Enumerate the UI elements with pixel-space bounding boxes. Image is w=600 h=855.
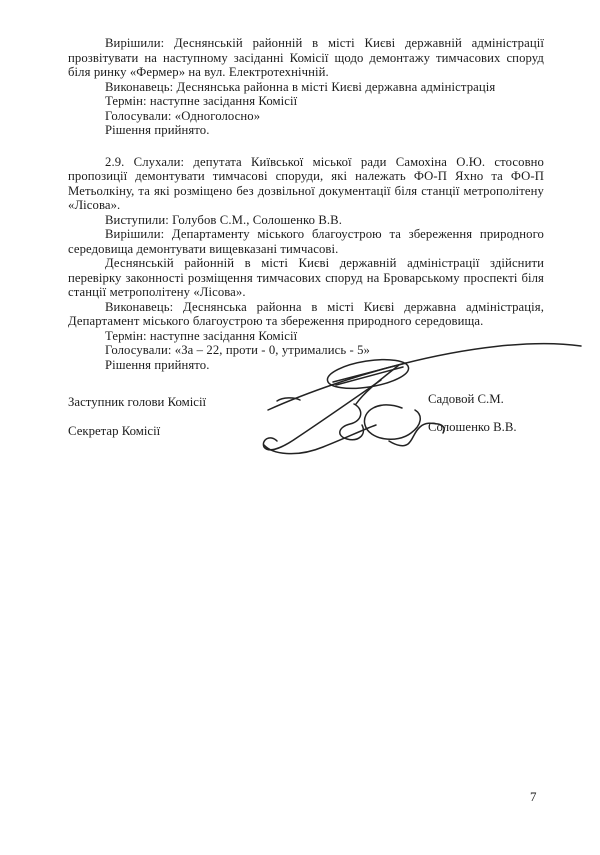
- speakers-line: Виступили: Голубов С.М., Солошенко В.В.: [105, 212, 343, 227]
- minutes-text: [68, 36, 544, 372]
- signatory-name-sadovoi: Садовой С.М.: [428, 392, 504, 406]
- agenda-item-2-9-heard: 2.9. Слухали: депутата Київської міської ради Самохіна О.Ю. стосовно пропозиції демонтувати тимчасові споруди, які належать ФО-П Яхно та ФО-П Метьолкіну, та які розміщено без дозвільної документації біля станції метрополітену «Лісова».: [68, 154, 544, 212]
- decision-line: Рішення прийнято.: [105, 123, 210, 137]
- voting-line: Голосували: «За – 22, проти - 0, утримались - 5»: [105, 343, 370, 357]
- executor-line: Виконавець: Деснянська районна в місті Києві державна адміністрація, Департамент міського благоустрою та збереження природного середовища.: [68, 299, 544, 328]
- signatory-name-soloshenko: Солошенко В.В.: [428, 420, 517, 434]
- signatory-title-secretary: Секретар Комісії: [68, 424, 161, 438]
- page-number: 7: [530, 789, 537, 804]
- resolution-paragraph: Вирішили: Деснянській районній в місті Києві державній адміністрації прозвітувати на наступному засіданні Комісії щодо демонтажу тимчасових споруд біля ринку «Фермер» на вул. Електротехнічній.: [68, 36, 544, 79]
- resolution-paragraph: Вирішили: Департаменту міського благоустрою та збереження природного середовища демонтувати вищевказані тимчасові.: [68, 227, 544, 256]
- voting-line: Голосували: «Одноголосно»: [105, 108, 261, 123]
- executor-line: Виконавець: Деснянська районна в місті Києві державна адміністрація: [105, 79, 496, 94]
- signatory-title-deputy-head: Заступник голови Комісії: [68, 395, 207, 409]
- decision-line: Рішення прийнято.: [105, 357, 210, 372]
- deadline-line: Термін: наступне засідання Комісії: [105, 94, 298, 108]
- block-gap: [68, 138, 544, 155]
- deadline-line: Термін: наступне засідання Комісії: [105, 328, 298, 343]
- resolution-paragraph: Деснянській районній в місті Києві державній адміністрації здійснити перевірку законності розміщення тимчасових споруд на Броварському проспекті біля станції метрополітену «Лісова».: [68, 256, 544, 299]
